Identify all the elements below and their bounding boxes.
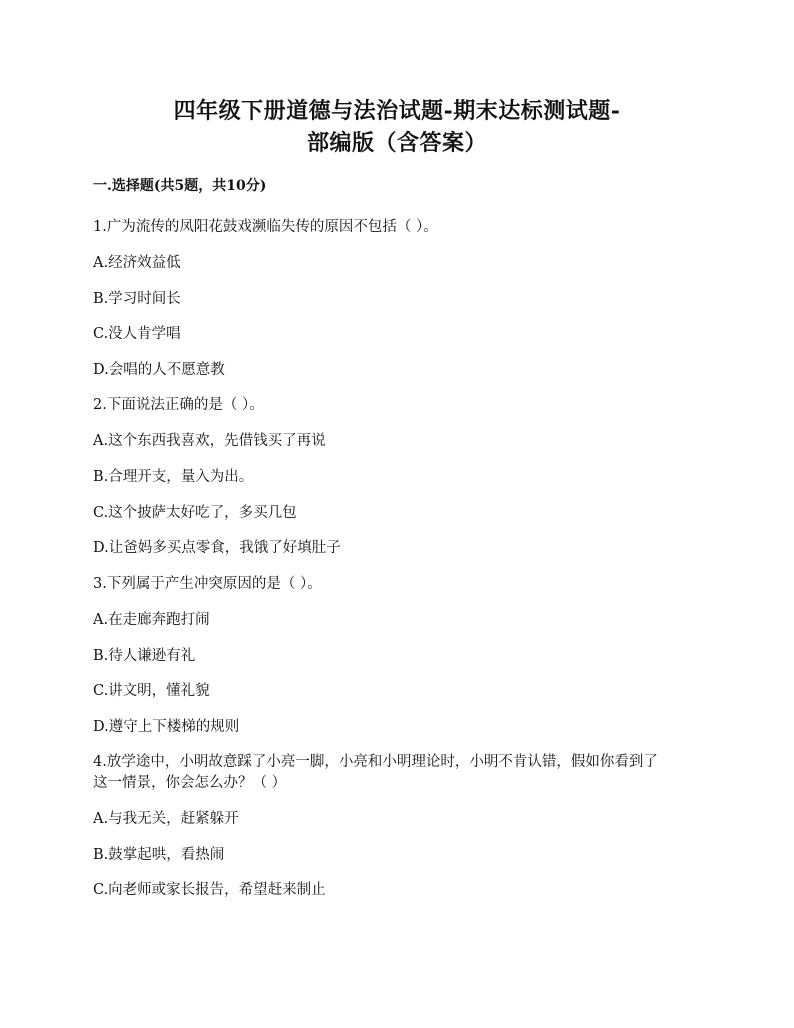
question-3-option-a: A.在走廊奔跑打闹 [93, 612, 210, 628]
question-2-stem: 2.下面说法正确的是（ ）。 [93, 397, 264, 413]
question-1-option-b: B.学习时间长 [93, 291, 181, 307]
question-3-option-d: D.遵守上下楼梯的规则 [93, 719, 240, 735]
question-1-stem: 1.广为流传的凤阳花鼓戏濒临失传的原因不包括（ ）。 [93, 219, 438, 235]
section-heading: 一.选择题(共5题，共10分) [93, 178, 267, 194]
question-2-option-d: D.让爸妈多买点零食，我饿了好填肚子 [93, 540, 341, 556]
document-title-line-1: 四年级下册道德与法治试题-期末达标测试题- [173, 98, 621, 124]
question-4-option-b: B.鼓掌起哄，看热闹 [93, 847, 225, 863]
question-4-option-c: C.向老师或家长报告，希望赶来制止 [93, 882, 326, 898]
question-4-stem-line-2: 这一情景，你会怎么办？（ ） [93, 775, 287, 791]
question-2-option-b: B.合理开支，量入为出。 [93, 469, 254, 485]
question-1-option-d: D.会唱的人不愿意教 [93, 362, 225, 378]
question-4-stem-line-1: 4.放学途中，小明故意踩了小亮一脚，小亮和小明理论时，小明不肯认错，假如你看到了 [93, 754, 658, 770]
question-3-option-b: B.待人谦逊有礼 [93, 648, 196, 664]
question-3-option-c: C.讲文明，懂礼貌 [93, 683, 210, 699]
question-2-option-c: C.这个披萨太好吃了，多买几包 [93, 505, 297, 521]
question-2-option-a: A.这个东西我喜欢，先借钱买了再说 [93, 433, 326, 449]
document-title-line-2: 部编版（含答案） [306, 130, 487, 156]
question-1-option-c: C.没人肯学唱 [93, 326, 181, 342]
question-3-stem: 3.下列属于产生冲突原因的是（ ）。 [93, 576, 322, 592]
question-4-option-a: A.与我无关，赶紧躲开 [93, 811, 239, 827]
question-1-option-a: A.经济效益低 [93, 255, 181, 271]
